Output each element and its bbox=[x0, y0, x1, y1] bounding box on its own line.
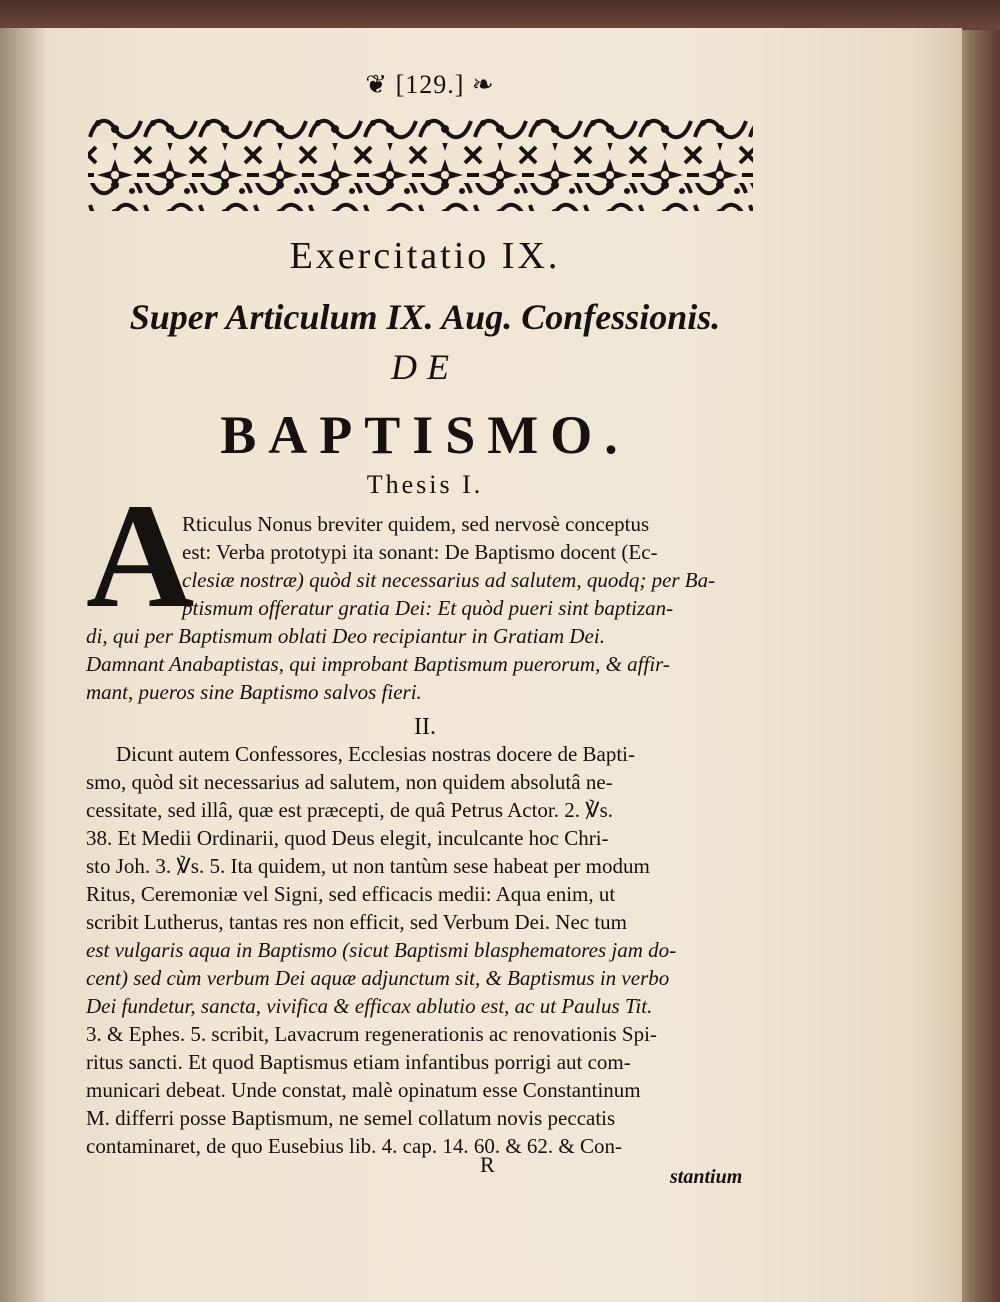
thesis-2-line-14: M. differri posse Baptismum, ne semel collatum novis peccatis bbox=[86, 1106, 616, 1130]
thesis-1-label: Thesis I. bbox=[366, 470, 484, 499]
thesis-2-line-8: est vulgaris aqua in Baptismo (sicut Baptismi blasphematores jam do- bbox=[86, 938, 677, 962]
drop-cap: A bbox=[86, 473, 195, 639]
ornament-top-scroll bbox=[88, 115, 753, 143]
running-head-page-number: ❦ [129.] ❧ bbox=[365, 70, 495, 99]
thesis-2-label: II. bbox=[414, 714, 436, 740]
de-heading: DE bbox=[391, 347, 459, 387]
thesis-2-line-3: cessitate, sed illâ, quæ est præcepti, de quâ Petrus Actor. 2. ℣s. bbox=[86, 798, 614, 822]
thesis-2-line-12: ritus sancti. Et quod Baptismus etiam infantibus porrigi aut com- bbox=[86, 1050, 631, 1074]
thesis-2-line-1: Dicunt autem Confessores, Ecclesias nostras docere de Bapti- bbox=[116, 742, 636, 766]
thesis-2-line-4: 38. Et Medii Ordinarii, quod Deus elegit, inculcante hoc Chri- bbox=[86, 826, 609, 850]
catchword: stantium bbox=[670, 1166, 743, 1188]
thesis-1-line-1: Rticulus Nonus breviter quidem, sed nervosè conceptus bbox=[182, 512, 650, 536]
thesis-1-line-5: di, qui per Baptismum oblati Deo recipiantur in Gratiam Dei. bbox=[86, 624, 605, 648]
ornament-star-row bbox=[88, 143, 753, 183]
ornament-bottom-scroll bbox=[88, 183, 753, 211]
thesis-2-line-7: scribit Lutherus, tantas res non efficit, sed Verbum Dei. Nec tum bbox=[86, 910, 628, 934]
thesis-2-line-6: Ritus, Ceremoniæ vel Signi, sed efficacis medii: Aqua enim, ut bbox=[86, 882, 616, 906]
ornament-band bbox=[88, 115, 753, 211]
thesis-1-line-2: est: Verba prototypi ita sonant: De Baptismo docent (Ec- bbox=[182, 540, 658, 564]
book-page bbox=[0, 28, 962, 1302]
gutter-shadow bbox=[0, 28, 46, 1302]
thesis-2-line-5: sto Joh. 3. ℣s. 5. Ita quidem, ut non tantùm sese habeat per modum bbox=[86, 854, 650, 878]
thesis-1-line-6: Damnant Anabaptistas, qui improbant Baptismum puerorum, & affir- bbox=[86, 652, 670, 676]
thesis-1-line-7: mant, pueros sine Baptismo salvos fieri. bbox=[86, 680, 422, 704]
thesis-2-line-2: smo, quòd sit necessarius ad salutem, non quidem absolutâ ne- bbox=[86, 770, 613, 794]
exercitatio-heading: Exercitatio IX. bbox=[289, 235, 561, 277]
subtitle-heading: Super Articulum IX. Aug. Confessionis. bbox=[129, 297, 721, 337]
thesis-2-line-9: cent) sed cùm verbum Dei aquæ adjunctum sit, & Baptismus in verbo bbox=[86, 966, 670, 990]
thesis-2-line-13: municari debeat. Unde constat, malè opinatum esse Constantinum bbox=[86, 1078, 641, 1102]
thesis-1-line-3: clesiæ nostræ) quòd sit necessarius ad salutem, quodq; per Ba- bbox=[182, 568, 716, 592]
thesis-1-line-4: ptismum offeratur gratia Dei: Et quòd pueri sint baptizan- bbox=[182, 596, 674, 620]
baptismo-heading: BAPTISMO. bbox=[220, 405, 630, 465]
signature-mark: R bbox=[480, 1152, 495, 1177]
thesis-2-line-10: Dei fundetur, sancta, vivifica & efficax ablutio est, ac ut Paulus Tit. bbox=[86, 994, 653, 1018]
thesis-2-line-11: 3. & Ephes. 5. scribit, Lavacrum regenerationis ac renovationis Spi- bbox=[86, 1022, 657, 1046]
thesis-2-line-15: contaminaret, de quo Eusebius lib. 4. cap. 14. 60. & 62. & Con- bbox=[86, 1134, 622, 1158]
